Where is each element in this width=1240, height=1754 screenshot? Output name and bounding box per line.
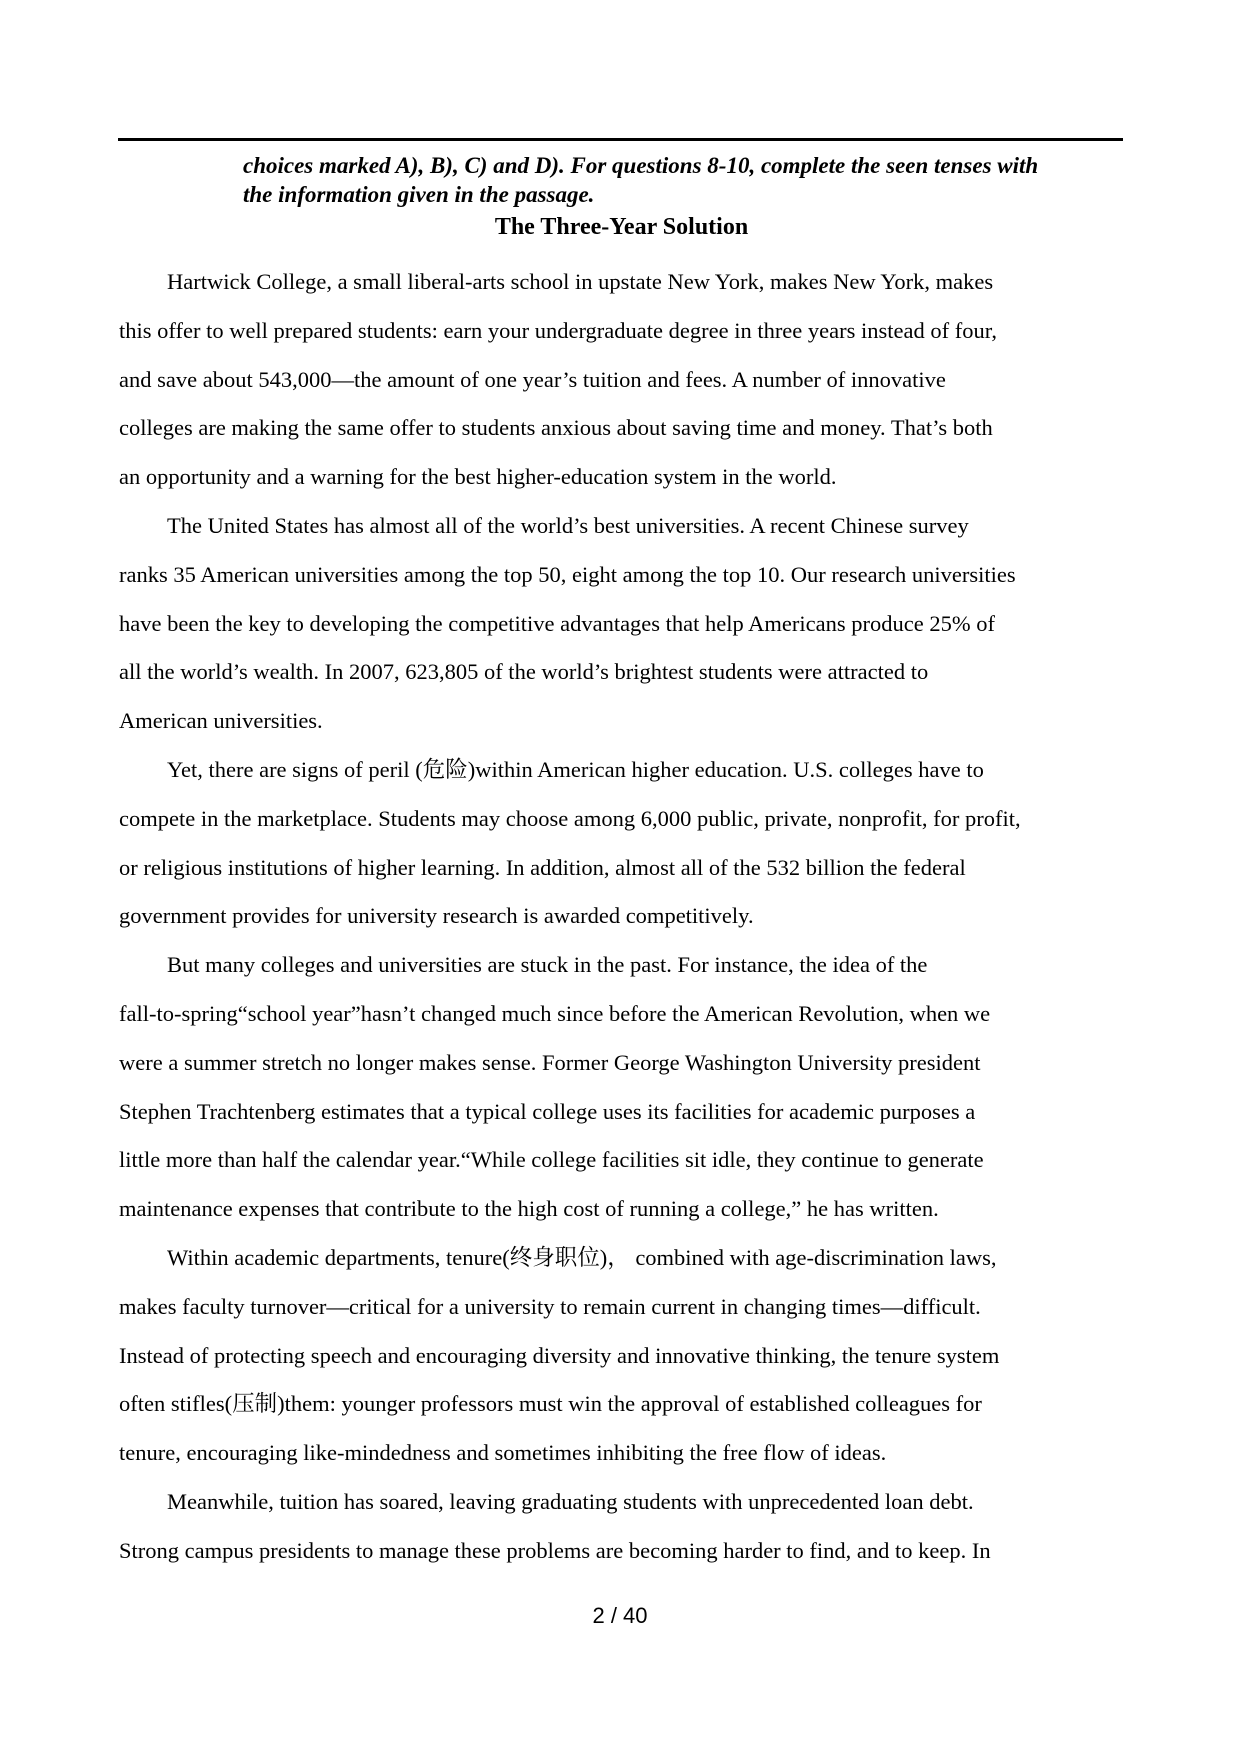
passage-line: Strong campus presidents to manage these problems are becoming harder to find, and to keep. In [119, 1537, 991, 1563]
passage-line: American universities. [119, 708, 323, 734]
passage-line: maintenance expenses that contribute to the high cost of running a college,” he has written. [119, 1196, 939, 1222]
passage-line: or religious institutions of higher learning. In addition, almost all of the 532 billion the federal [119, 854, 966, 880]
passage-line: Hartwick College, a small liberal-arts school in upstate New York, makes New York, makes [167, 269, 994, 294]
passage-line: fall-to-spring“school year”hasn’t changed much since before the American Revolution, when we [119, 1000, 991, 1026]
passage-line: Meanwhile, tuition has soared, leaving graduating students with unprecedented loan debt. [167, 1488, 974, 1514]
paragraph [119, 502, 1124, 746]
passage-line: and save about 543,000—the amount of one year’s tuition and fees. A number of innovative [119, 366, 946, 392]
passage-line: ranks 35 American universities among the top 50, eight among the top 10. Our research universities [119, 561, 1016, 587]
passage-line: all the world’s wealth. In 2007, 623,805 of the world’s brightest students were attracted to [119, 659, 929, 685]
paragraph [119, 746, 1124, 941]
paragraph [119, 1234, 1124, 1478]
passage-line: Yet, there are signs of peril (危险)within American higher education. U.S. colleges have to [167, 756, 984, 782]
passage-line: tenure, encouraging like-mindedness and sometimes inhibiting the free flow of ideas. [119, 1440, 887, 1466]
exam-instructions-line-1: choices marked A), B), C) and D). For questions 8-10, complete the seen tenses with [243, 153, 1039, 178]
passage-line: Within academic departments, tenure(终身职位)， combined with age-discrimination laws, [167, 1244, 997, 1270]
passage-line: makes faculty turnover—critical for a university to remain current in changing times—difficult. [119, 1293, 981, 1319]
passage-line: this offer to well prepared students: earn your undergraduate degree in three years instead of four, [119, 317, 997, 343]
passage-line: little more than half the calendar year.“While college facilities sit idle, they continue to generate [119, 1147, 984, 1173]
passage-line: compete in the marketplace. Students may choose among 6,000 public, private, nonprofit, for profit, [119, 805, 1021, 831]
passage-body [119, 258, 1124, 1576]
passage-line: Stephen Trachtenberg estimates that a typical college uses its facilities for academic purposes a [119, 1098, 976, 1124]
passage-line: were a summer stretch no longer makes sense. Former George Washington University president [119, 1049, 981, 1075]
paragraph [119, 941, 1124, 1234]
passage-line: The United States has almost all of the world’s best universities. A recent Chinese survey [167, 512, 969, 538]
passage-line: colleges are making the same offer to students anxious about saving time and money. That’s both [119, 415, 993, 441]
passage-line: Instead of protecting speech and encouraging diversity and innovative thinking, the tenure system [119, 1342, 1000, 1368]
exam-instructions [243, 151, 1143, 209]
passage-line: have been the key to developing the competitive advantages that help Americans produce 25% of [119, 610, 995, 636]
passage-line: an opportunity and a warning for the best higher-education system in the world. [119, 464, 837, 490]
paragraph [119, 1478, 1124, 1576]
passage-line: government provides for university research is awarded competitively. [119, 903, 754, 929]
passage-line: But many colleges and universities are stuck in the past. For instance, the idea of the [167, 952, 928, 978]
passage-title: The Three-Year Solution [494, 214, 749, 240]
paragraph [119, 258, 1124, 502]
page-number: 2 / 40 [592, 1603, 648, 1628]
passage-line: often stifles(压制)them: younger professors must win the approval of established colleagues for [119, 1391, 982, 1417]
header-divider [118, 138, 1123, 141]
exam-instructions-line-2: the information given in the passage. [243, 182, 595, 207]
